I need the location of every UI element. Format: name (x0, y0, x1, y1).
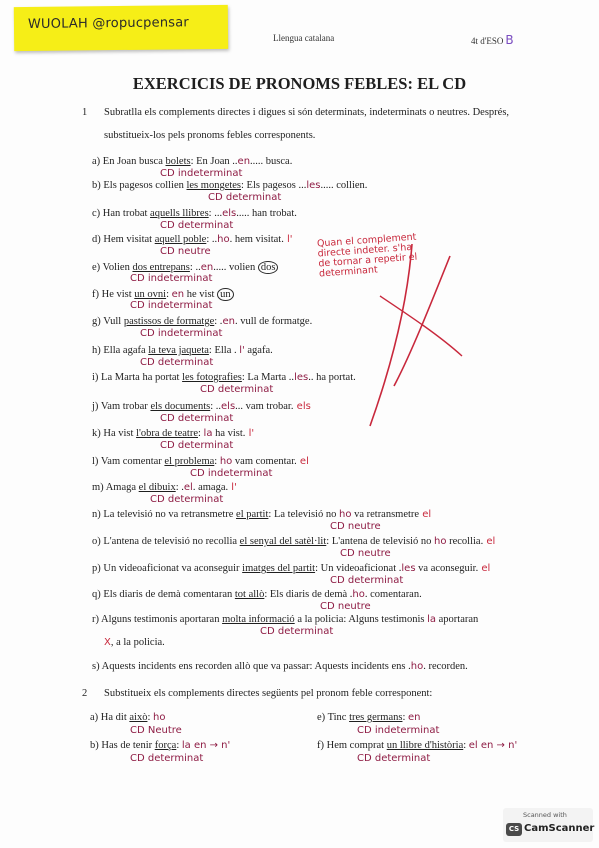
pronoun-answer: ho (434, 536, 447, 547)
exercise-1-item (92, 208, 297, 219)
teacher-correction: el (296, 456, 309, 467)
item-sentence-start: Ha vist (103, 428, 137, 439)
page-title: EXERCICIS DE PRONOMS FEBLES: EL CD (132, 74, 467, 93)
complement-type-annotation: CD determinat (200, 384, 274, 395)
item-sentence-end: . hem visitat. (229, 234, 284, 245)
item-sentence-end: ... vam trobar. (235, 401, 294, 412)
item-sentence-start: Els diaris de demà comentaran (103, 589, 235, 600)
item-sentence-mid: : Un videoaficionat . (315, 563, 402, 574)
complement-type-annotation: CD determinat (140, 357, 214, 368)
exercise-1-item (92, 180, 367, 191)
sticky-note (14, 5, 228, 51)
complement-type-annotation: CD indeterminat (140, 328, 223, 339)
item-sentence-start: Tinc (327, 712, 350, 723)
teacher-correction: el (478, 563, 491, 574)
item-sentence-end: va aconseguir. (415, 563, 479, 574)
circled-word: un (217, 288, 234, 301)
item-sentence-start: L'antena de televisió no recollia (103, 536, 240, 547)
exercise-1-item (92, 316, 312, 327)
exercise-2-instruction: Substitueix els complements directes següents pel pronom feble corresponent: (104, 688, 433, 699)
item-letter: l) (92, 456, 101, 467)
exercise-1-item (92, 345, 273, 356)
item-letter: h) (92, 345, 104, 356)
item-letter: f) (317, 740, 327, 751)
direct-complement: força (154, 740, 177, 751)
item-sentence-end: . recorden. (423, 661, 468, 672)
item-letter: r) (92, 614, 102, 625)
item-sentence-mid: : Ella . (208, 345, 240, 356)
item-sentence-start: Amaga (105, 482, 139, 493)
item-sentence-end: aportaran (436, 614, 479, 625)
exercise-1-instruction-line1: Subratlla els complements directes i digues si són determinats, indeterminats o neutres. Després, (104, 107, 510, 118)
pronoun-answer: el en → n' (468, 740, 518, 751)
complement-type-annotation: CD neutre (330, 521, 381, 532)
pronoun-answer: en (200, 262, 214, 273)
pronoun-answer: la en → n' (181, 740, 231, 751)
item-sentence-mid: : Els diaris de demà . (264, 589, 353, 600)
direct-complement: això (129, 712, 148, 723)
item-sentence-end: . vull de formatge. (234, 316, 313, 327)
item-sentence-start: La televisió no va retransmetre (103, 509, 237, 520)
sticky-note-text: WUOLAH @ropucpensar (27, 15, 189, 32)
item-sentence-start: Aquests incidents ens recorden allò que va passar: Aquests incidents ens . (101, 661, 411, 672)
teacher-correction: els (293, 401, 311, 412)
direct-complement: aquell poble (154, 234, 207, 245)
camscanner-logo-icon: CS (506, 823, 522, 836)
direct-complement: pastissos de formatge (123, 316, 215, 327)
complement-type-annotation: CD determinat (160, 440, 234, 451)
pronoun-answer: les (401, 563, 416, 574)
item-sentence-start: Vull (103, 316, 124, 327)
item-sentence-start: Volien (102, 262, 133, 273)
item-sentence-end: ..... collien. (320, 180, 368, 191)
item-letter: b) (90, 740, 102, 751)
item-sentence-mid: : Els pagesos ... (241, 180, 307, 191)
pronoun-answer: en (408, 712, 421, 723)
item-sentence-mid: : ... (208, 208, 223, 219)
exercise-1-item (92, 661, 468, 672)
item-sentence-mid: : (166, 289, 172, 300)
complement-type-annotation: CD determinat (330, 575, 404, 586)
teacher-correction: l' (245, 428, 255, 439)
item-sentence-end: vam comentar. (232, 456, 297, 467)
exercise-1-item (92, 456, 309, 467)
item-sentence-end: agafa. (244, 345, 273, 356)
direct-complement: aquells llibres (150, 208, 209, 219)
item-letter: o) (92, 536, 104, 547)
exercise-1-item (92, 614, 478, 625)
item-sentence-mid: : L'antena de televisió no (326, 536, 435, 547)
course-name: Llengua catalana (273, 33, 335, 43)
complement-type-annotation: CD neutre (160, 246, 211, 257)
item-sentence-mid: : (198, 428, 204, 439)
item-sentence-mid: : . (214, 316, 223, 327)
direct-complement: bolets (165, 156, 191, 167)
item-sentence-mid: : . (175, 482, 184, 493)
item-sentence-mid: a la policia: Alguns testimonis (294, 614, 428, 625)
complement-type-annotation: CD determinat (160, 220, 234, 231)
item-sentence-start: Els pagesos collien (103, 180, 187, 191)
item-sentence-start: Han trobat (102, 208, 151, 219)
direct-complement: tres germans (349, 712, 403, 723)
scanner-brand: CamScanner (524, 823, 595, 834)
pronoun-answer: els (221, 401, 236, 412)
item-letter: i) (92, 372, 102, 383)
pronoun-answer: ho (410, 661, 424, 672)
direct-complement: un ovni (134, 289, 167, 300)
direct-complement: el dibuix (138, 482, 176, 493)
side-note: Quan el complement directe indeter. s'ha de tornar a repetir el determinant (316, 231, 418, 280)
item-sentence-mid: : .. (210, 401, 222, 412)
exercise-2-item: a) Ha dit això: ho (90, 712, 166, 723)
pronoun-answer: X (104, 637, 111, 648)
item-sentence-end: . comentaran. (364, 589, 422, 600)
pronoun-answer: en (237, 156, 251, 167)
item-sentence-mid: : (214, 456, 220, 467)
item-sentence-start: Hem comprat (326, 740, 387, 751)
item-letter: k) (92, 428, 104, 439)
direct-complement: molta informació (222, 614, 295, 625)
exercise-1-item (92, 536, 495, 547)
exercise-1-item (92, 428, 254, 439)
pronoun-answer: el (183, 482, 193, 493)
item-sentence-start: La Marta ha portat (101, 372, 183, 383)
exercise-1-number: 1 (82, 107, 88, 118)
item-sentence-mid: : La Marta .. (241, 372, 295, 383)
exercise-2-item: b) Has de tenir força: la en → n' (90, 740, 231, 751)
item-sentence-start: Alguns testimonis aportaran (101, 614, 223, 625)
item-letter: q) (92, 589, 104, 600)
item-sentence-start: He vist (101, 289, 135, 300)
direct-complement: les fotografies (182, 372, 242, 383)
direct-complement: dos entrepans (132, 262, 190, 273)
complement-type-annotation: CD indeterminat (357, 725, 440, 736)
complement-type-annotation: CD Neutre (130, 725, 182, 736)
direct-complement: els documents (150, 401, 211, 412)
complement-type-annotation: CD determinat (150, 494, 224, 505)
item-sentence-mid: : .. (189, 262, 201, 273)
exercise-1-item (92, 482, 237, 493)
item-letter: e) (317, 712, 328, 723)
pronoun-answer: en (171, 289, 185, 300)
complement-type-annotation: CD neutre (340, 548, 391, 559)
grade-level (471, 33, 514, 47)
red-cross-mark-icon (350, 236, 470, 436)
item-letter: f) (92, 289, 102, 300)
item-sentence-end: va retransmetre (351, 509, 420, 520)
item-sentence-end: recollia. (446, 536, 484, 547)
item-letter: d) (92, 234, 104, 245)
item-letter: e) (92, 262, 103, 273)
item-sentence-start: Hem visitat (103, 234, 155, 245)
grade-text: 4t d'ESO (471, 36, 504, 46)
complement-type-annotation: CD determinat (260, 626, 334, 637)
complement-type-annotation: CD determinat (208, 192, 282, 203)
exercise-1-item-continuation (104, 637, 165, 648)
circled-word: dos (258, 261, 279, 274)
pronoun-answer: les (294, 372, 309, 383)
direct-complement: el senyal del satèl·lit (239, 536, 327, 547)
scanner-label: Scanned with (523, 811, 567, 819)
item-letter: b) (92, 180, 104, 191)
item-letter: s) (92, 661, 102, 672)
item-letter: a) (90, 712, 101, 723)
direct-complement: imatges del partit (242, 563, 316, 574)
exercise-1-item (92, 509, 431, 520)
pronoun-answer: la (427, 614, 436, 625)
teacher-correction: el (483, 536, 496, 547)
pronoun-answer: ho (219, 456, 233, 467)
item-sentence-end: .. ha portat. (308, 372, 356, 383)
item-letter: m) (92, 482, 106, 493)
item-sentence-end: ..... busca. (250, 156, 293, 167)
exercise-1-item (92, 563, 490, 574)
direct-complement: el partit (236, 509, 269, 520)
pronoun-answer: l' (239, 345, 245, 356)
scanner-watermark (503, 808, 593, 842)
item-sentence-start: Vam trobar (100, 401, 151, 412)
item-letter: n) (92, 509, 104, 520)
item-letter: c) (92, 208, 103, 219)
item-sentence-start: En Joan busca (102, 156, 166, 167)
pronoun-answer: ho (153, 712, 166, 723)
item-sentence-start: Has de tenir (101, 740, 155, 751)
item-sentence-end: he vist (184, 289, 215, 300)
item-sentence-start: Un videoaficionat va aconseguir (103, 563, 243, 574)
pronoun-answer: ho (338, 509, 352, 520)
exercise-2-item: f) Hem comprat un llibre d'història: el en → n' (317, 740, 518, 751)
teacher-correction: l' (228, 482, 237, 493)
complement-type-annotation: CD determinat (160, 413, 234, 424)
item-sentence-start: Ella agafa (103, 345, 149, 356)
item-letter: g) (92, 316, 104, 327)
complement-type-annotation: CD indeterminat (160, 168, 243, 179)
pronoun-answer: les (306, 180, 321, 191)
item-sentence-start: Vam comentar (100, 456, 165, 467)
item-sentence-end: . amaga. (192, 482, 229, 493)
item-letter: p) (92, 563, 104, 574)
teacher-correction: l' (283, 234, 293, 245)
item-sentence-end: ..... volien (213, 262, 256, 273)
teacher-correction: el (419, 509, 432, 520)
exercise-1-item (92, 372, 356, 383)
direct-complement: l'obra de teatre (136, 428, 198, 439)
pronoun-answer: ho (352, 589, 365, 600)
item-sentence-mid: : La televisió no (268, 509, 339, 520)
exercise-1-item (92, 234, 293, 245)
exercise-2-number: 2 (82, 688, 88, 699)
complement-type-annotation: CD indeterminat (130, 273, 213, 284)
item-sentence-mid: : .. (206, 234, 218, 245)
direct-complement: la teva jaqueta (148, 345, 209, 356)
exercise-1-item (92, 589, 422, 600)
pronoun-answer: ho (217, 234, 230, 245)
complement-type-annotation: CD determinat (357, 753, 431, 764)
complement-type-annotation: CD indeterminat (190, 468, 273, 479)
direct-complement: el problema (164, 456, 215, 467)
exercise-2-item: e) Tinc tres germans: en (317, 712, 421, 723)
item-sentence-end: ..... han trobat. (236, 208, 297, 219)
complement-type-annotation: CD determinat (130, 753, 204, 764)
exercise-1-item (92, 401, 311, 412)
item-sentence-end: ha vist. (212, 428, 246, 439)
item-sentence-start: Ha dit (100, 712, 130, 723)
direct-complement: les mongetes (186, 180, 242, 191)
item-sentence-end: , a la policia. (110, 637, 165, 648)
direct-complement: un llibre d'història (386, 740, 464, 751)
exercise-1-item (92, 156, 292, 167)
item-letter: j) (92, 401, 101, 412)
complement-type-annotation: CD neutre (320, 601, 371, 612)
pronoun-answer: els (222, 208, 237, 219)
pronoun-answer: la (203, 428, 213, 439)
exercise-1-instruction-line2: substitueix-los pels pronoms febles corresponents. (104, 130, 316, 141)
pronoun-answer: en (222, 316, 235, 327)
item-letter: a) (92, 156, 103, 167)
group-mark: B (505, 33, 514, 47)
direct-complement: tot allò (234, 589, 265, 600)
item-sentence-mid: : En Joan .. (190, 156, 238, 167)
complement-type-annotation: CD indeterminat (130, 300, 213, 311)
